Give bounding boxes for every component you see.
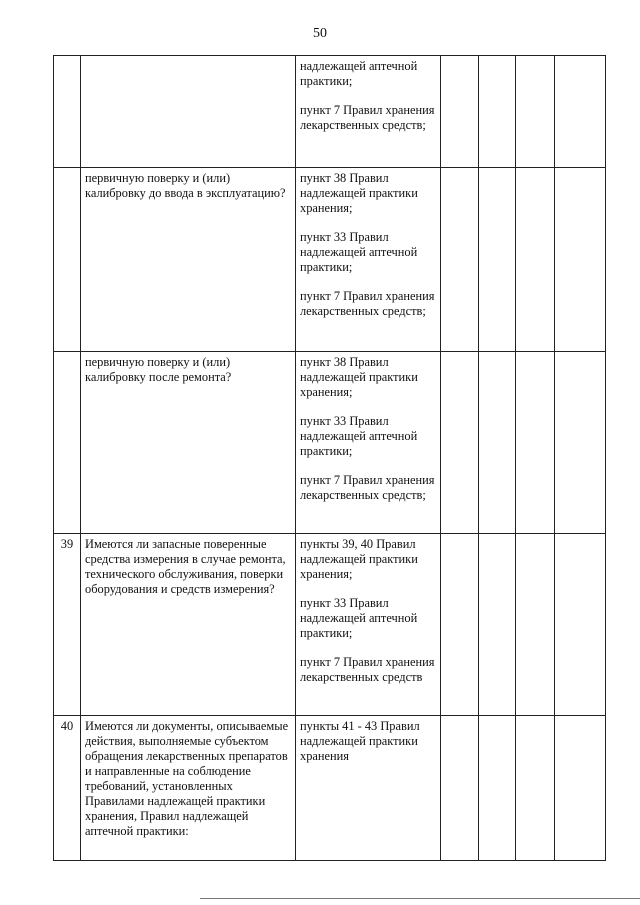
reference-text: пункт 7 Правил хранения лекарственных средств;: [300, 473, 435, 502]
reference-text: пункт 33 Правил надлежащей аптечной практики;: [300, 230, 418, 274]
reference-text: пункт 7 Правил хранения лекарственных средств: [300, 655, 435, 684]
answer-cell-no: [479, 352, 516, 534]
question-cell: первичную поверку и (или) калибровку после ремонта?: [81, 352, 296, 534]
reference-text: пункты 41 - 43 Правил надлежащей практики хранения: [300, 719, 420, 763]
question-cell: первичную поверку и (или) калибровку до ввода в эксплуатацию?: [81, 168, 296, 352]
answer-cell-na: [516, 352, 555, 534]
question-cell: Имеются ли запасные поверенные средства измерения в случае ремонта, технического обслуживания, поверки оборудования и средств измерения?: [81, 534, 296, 716]
answer-cell-yes: [441, 352, 479, 534]
answer-cell-na: [516, 168, 555, 352]
row-number-cell: [54, 168, 81, 352]
answer-cell-na: [516, 534, 555, 716]
answer-cell-na: [516, 716, 555, 861]
table-row: [54, 716, 606, 861]
answer-cell-no: [479, 716, 516, 861]
answer-cell-yes: [441, 716, 479, 861]
reference-cell: [296, 534, 441, 716]
answer-cell-no: [479, 56, 516, 168]
reference-text: пункт 7 Правил хранения лекарственных средств;: [300, 289, 435, 318]
question-cell: [81, 56, 296, 168]
note-cell: [555, 352, 606, 534]
reference-text: пункт 33 Правил надлежащей аптечной практики;: [300, 414, 418, 458]
row-number-cell: [54, 56, 81, 168]
table-row: [54, 534, 606, 716]
reference-cell: [296, 716, 441, 861]
checklist-table: [53, 55, 606, 861]
note-cell: [555, 716, 606, 861]
note-cell: [555, 534, 606, 716]
note-cell: [555, 168, 606, 352]
table-row: [54, 168, 606, 352]
answer-cell-no: [479, 534, 516, 716]
table-row: [54, 56, 606, 168]
answer-cell-yes: [441, 168, 479, 352]
page-number: 50: [313, 26, 327, 41]
reference-text: пункт 38 Правил надлежащей практики хранения;: [300, 171, 418, 215]
reference-cell: [296, 56, 441, 168]
table-row: [54, 352, 606, 534]
reference-cell: [296, 352, 441, 534]
row-number-cell: 39: [54, 534, 81, 716]
question-cell: Имеются ли документы, описываемые действия, выполняемые субъектом обращения лекарственных препаратов и направленные на соблюдение требований, установленных Правилами надлежащей практики хранения, Правил надлежащей аптечной практики:: [81, 716, 296, 861]
row-number-cell: 40: [54, 716, 81, 861]
reference-text: пункт 38 Правил надлежащей практики хранения;: [300, 355, 418, 399]
reference-text: пункт 33 Правил надлежащей аптечной практики;: [300, 596, 418, 640]
answer-cell-yes: [441, 534, 479, 716]
answer-cell-na: [516, 56, 555, 168]
row-number-cell: [54, 352, 81, 534]
answer-cell-no: [479, 168, 516, 352]
note-cell: [555, 56, 606, 168]
reference-cell: [296, 168, 441, 352]
reference-text: надлежащей аптечной практики;: [300, 59, 418, 88]
page-bottom-divider: [200, 898, 640, 899]
answer-cell-yes: [441, 56, 479, 168]
reference-text: пункт 7 Правил хранения лекарственных средств;: [300, 103, 435, 132]
reference-text: пункты 39, 40 Правил надлежащей практики хранения;: [300, 537, 418, 581]
